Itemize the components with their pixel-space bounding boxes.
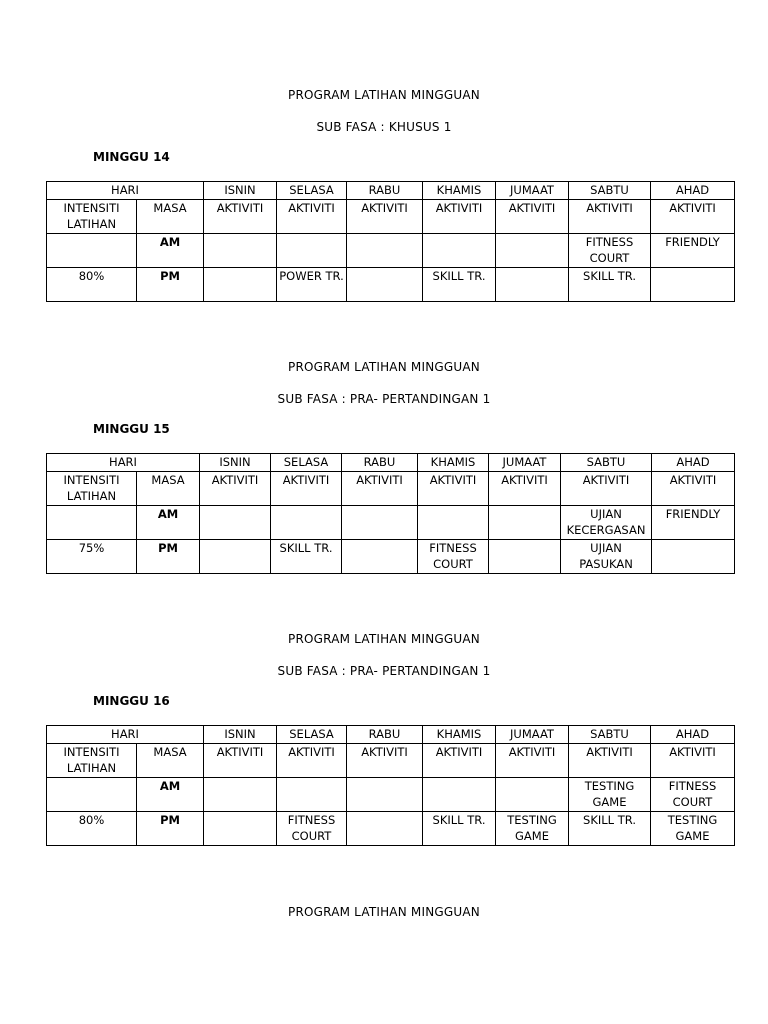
day-header: RABU (347, 726, 423, 744)
table-cell (423, 233, 496, 267)
table-cell: AKTIVITI (342, 471, 418, 505)
am-row (47, 233, 735, 267)
table-cell: AKTIVITI (496, 743, 569, 777)
section-title: PROGRAM LATIHAN MINGGUAN (288, 88, 480, 102)
header-row (47, 726, 735, 744)
table-cell (489, 539, 561, 573)
activity-row (47, 471, 735, 505)
table-cell (347, 811, 423, 845)
header-row (47, 182, 735, 200)
table-cell: TESTING GAME (496, 811, 569, 845)
table-cell (204, 811, 277, 845)
hari-header: HARI (47, 454, 200, 472)
table-cell: SKILL TR. (569, 811, 651, 845)
schedule-table (46, 181, 735, 302)
table-cell (489, 505, 561, 539)
table-cell: SKILL TR. (423, 811, 496, 845)
hari-header: HARI (47, 182, 204, 200)
day-header: RABU (347, 182, 423, 200)
day-header: SABTU (569, 726, 651, 744)
table-cell (204, 777, 277, 811)
schedule-table (46, 453, 735, 574)
time-cell: PM (137, 539, 200, 573)
table-cell: SKILL TR. (569, 267, 651, 301)
table-cell (496, 777, 569, 811)
table-cell: AKTIVITI (652, 471, 735, 505)
am-row (47, 777, 735, 811)
table-cell: FITNESS COURT (569, 233, 651, 267)
day-header: JUMAAT (496, 182, 569, 200)
section-subtitle: SUB FASA : PRA- PERTANDINGAN 1 (277, 392, 491, 406)
table-cell (204, 233, 277, 267)
section-subtitle: SUB FASA : KHUSUS 1 (316, 120, 452, 134)
intensity-header: INTENSITI LATIHAN (47, 743, 137, 777)
time-cell: PM (137, 811, 204, 845)
table-cell (423, 777, 496, 811)
day-header: AHAD (652, 454, 735, 472)
day-header: AHAD (651, 182, 735, 200)
intensity-cell (47, 505, 137, 539)
day-header: KHAMIS (423, 726, 496, 744)
time-header: MASA (137, 199, 204, 233)
hari-header: HARI (47, 726, 204, 744)
table-cell: AKTIVITI (204, 743, 277, 777)
table-cell (200, 505, 271, 539)
table-cell (347, 233, 423, 267)
am-row (47, 505, 735, 539)
day-header: AHAD (651, 726, 735, 744)
table-cell: AKTIVITI (418, 471, 489, 505)
day-header: SABTU (569, 182, 651, 200)
table-cell: FITNESS COURT (277, 811, 347, 845)
intensity-cell (47, 777, 137, 811)
table-cell (496, 233, 569, 267)
day-header: ISNIN (204, 182, 277, 200)
table-cell: AKTIVITI (271, 471, 342, 505)
time-header: MASA (137, 743, 204, 777)
table-cell: AKTIVITI (496, 199, 569, 233)
day-header: JUMAAT (496, 726, 569, 744)
schedule-table (46, 725, 735, 846)
table-cell: AKTIVITI (200, 471, 271, 505)
table-cell: AKTIVITI (277, 199, 347, 233)
table-cell (342, 505, 418, 539)
table-cell: UJIAN PASUKAN (561, 539, 652, 573)
day-header: ISNIN (204, 726, 277, 744)
table-cell (277, 777, 347, 811)
week-label: MINGGU 16 (93, 694, 170, 708)
intensity-cell: 80% (47, 811, 137, 845)
time-cell: PM (137, 267, 204, 301)
table-cell: FRIENDLY (651, 233, 735, 267)
table-cell: TESTING GAME (569, 777, 651, 811)
table-cell: SKILL TR. (423, 267, 496, 301)
table-cell: TESTING GAME (651, 811, 735, 845)
table-cell: UJIAN KECERGASAN (561, 505, 652, 539)
table-cell (418, 505, 489, 539)
section-subtitle: SUB FASA : PRA- PERTANDINGAN 1 (277, 664, 491, 678)
table-cell: AKTIVITI (569, 743, 651, 777)
table-cell (277, 233, 347, 267)
section-title: PROGRAM LATIHAN MINGGUAN (288, 632, 480, 646)
pm-row (47, 811, 735, 845)
table-cell (271, 505, 342, 539)
section-title: PROGRAM LATIHAN MINGGUAN (288, 905, 480, 919)
table-cell (496, 267, 569, 301)
table-cell: AKTIVITI (651, 199, 735, 233)
day-header: KHAMIS (418, 454, 489, 472)
table-cell: FITNESS COURT (651, 777, 735, 811)
pm-row (47, 539, 735, 573)
table-cell: AKTIVITI (347, 199, 423, 233)
table-cell: FITNESS COURT (418, 539, 489, 573)
table-cell: AKTIVITI (347, 743, 423, 777)
intensity-header: INTENSITI LATIHAN (47, 199, 137, 233)
intensity-cell: 80% (47, 267, 137, 301)
day-header: KHAMIS (423, 182, 496, 200)
activity-row (47, 743, 735, 777)
intensity-cell (47, 233, 137, 267)
day-header: SELASA (271, 454, 342, 472)
day-header: SELASA (277, 726, 347, 744)
table-cell: AKTIVITI (423, 199, 496, 233)
week-label: MINGGU 14 (93, 150, 170, 164)
time-cell: AM (137, 777, 204, 811)
table-cell: AKTIVITI (569, 199, 651, 233)
header-row (47, 454, 735, 472)
activity-row (47, 199, 735, 233)
table-cell: AKTIVITI (651, 743, 735, 777)
table-cell (652, 539, 735, 573)
day-header: JUMAAT (489, 454, 561, 472)
table-cell: AKTIVITI (489, 471, 561, 505)
intensity-header: INTENSITI LATIHAN (47, 471, 137, 505)
table-cell: POWER TR. (277, 267, 347, 301)
table-cell (347, 267, 423, 301)
table-cell (651, 267, 735, 301)
table-cell (347, 777, 423, 811)
table-cell: SKILL TR. (271, 539, 342, 573)
table-cell (342, 539, 418, 573)
table-cell: FRIENDLY (652, 505, 735, 539)
week-label: MINGGU 15 (93, 422, 170, 436)
time-cell: AM (137, 233, 204, 267)
table-cell: AKTIVITI (423, 743, 496, 777)
day-header: ISNIN (200, 454, 271, 472)
time-header: MASA (137, 471, 200, 505)
section-title: PROGRAM LATIHAN MINGGUAN (288, 360, 480, 374)
day-header: SELASA (277, 182, 347, 200)
day-header: SABTU (561, 454, 652, 472)
table-cell: AKTIVITI (204, 199, 277, 233)
table-cell: AKTIVITI (561, 471, 652, 505)
day-header: RABU (342, 454, 418, 472)
table-cell (204, 267, 277, 301)
table-cell (200, 539, 271, 573)
table-cell: AKTIVITI (277, 743, 347, 777)
intensity-cell: 75% (47, 539, 137, 573)
pm-row (47, 267, 735, 301)
time-cell: AM (137, 505, 200, 539)
